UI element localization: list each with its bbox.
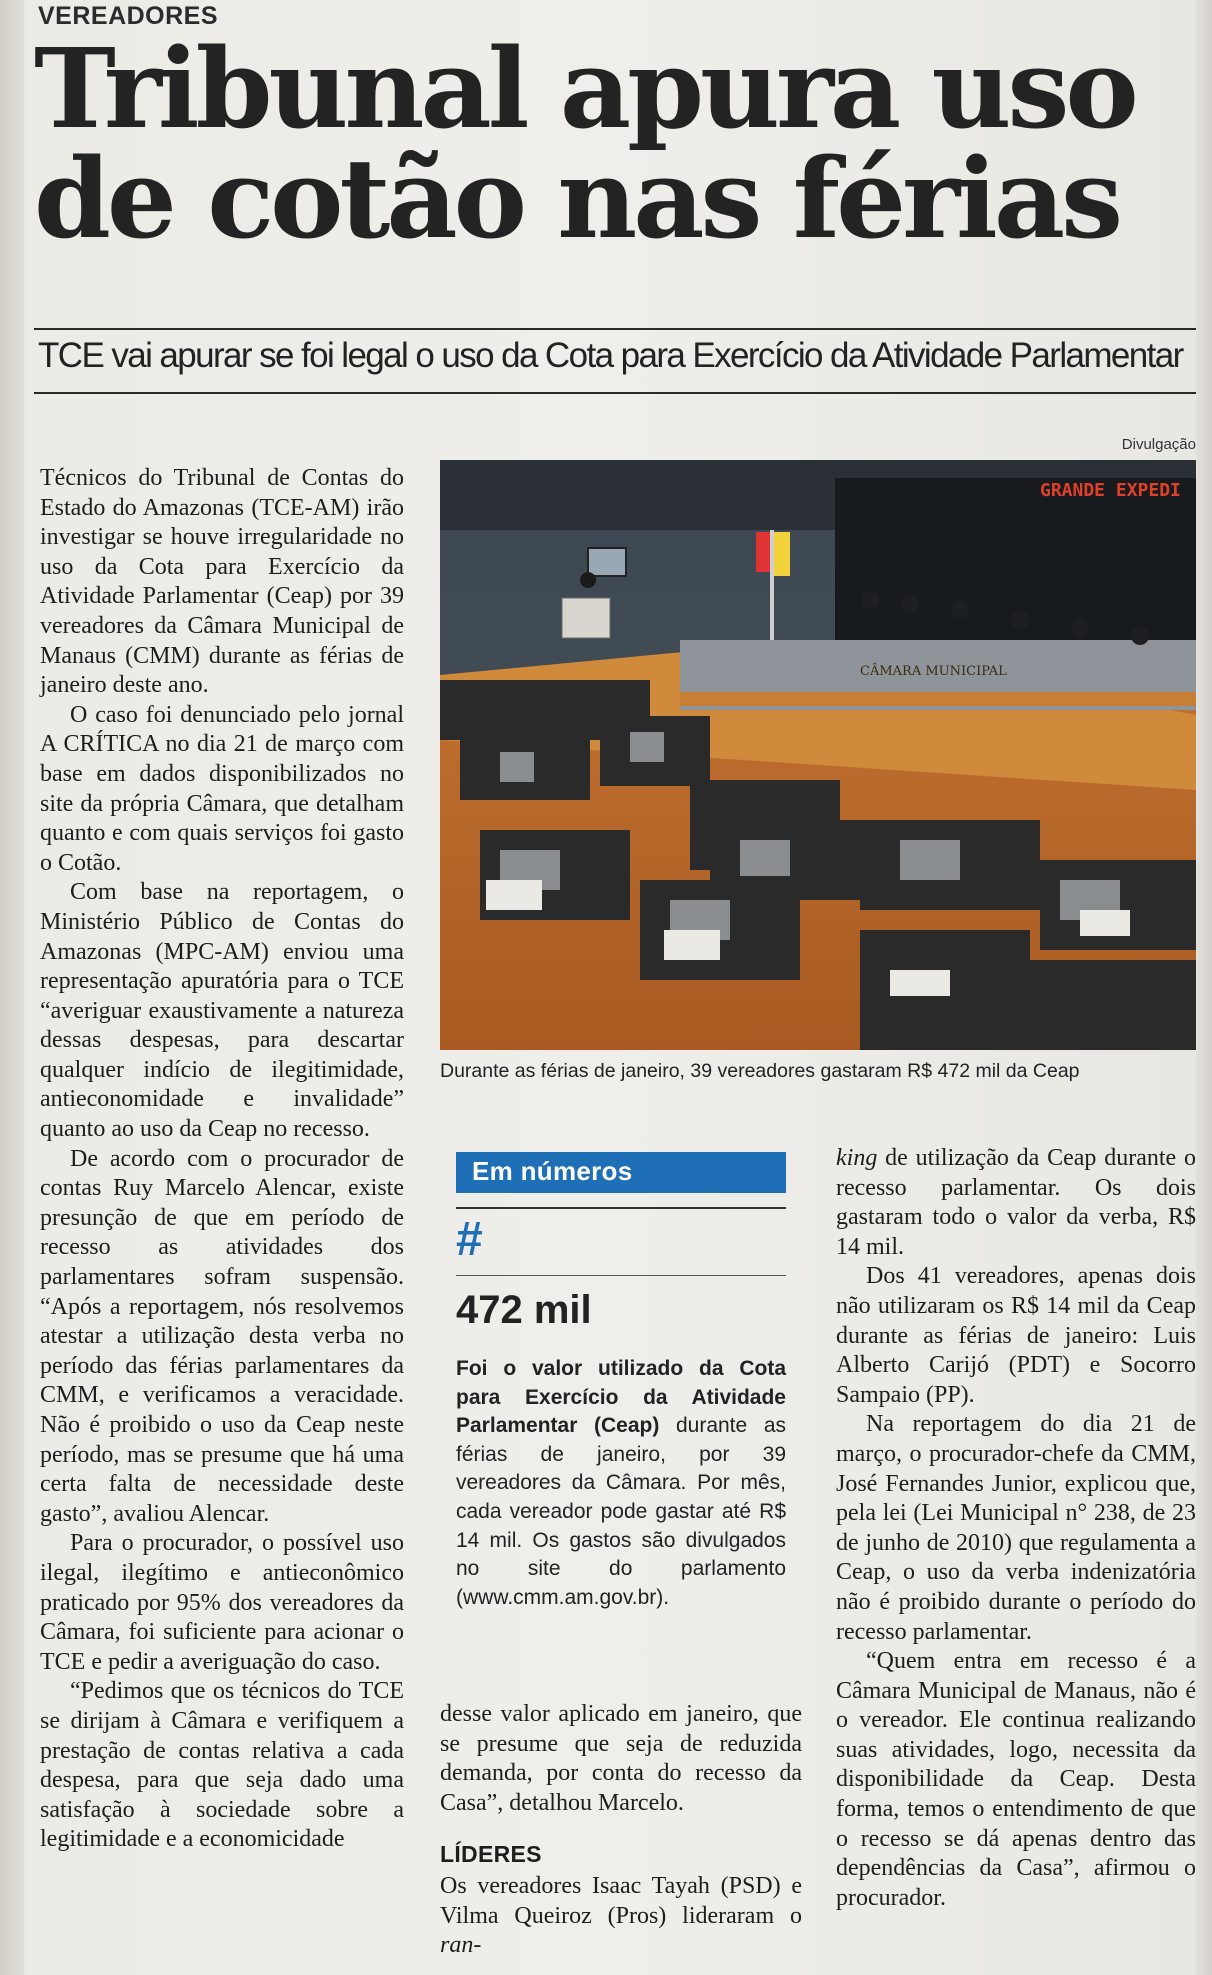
box-divider [456,1207,786,1209]
hash-icon: # [456,1213,483,1266]
numbers-box-text-rest: durante as férias de janeiro, por 39 vereadores da Câmara. Por mês, cada vereador pode gastar até R$ 14 mil. Os gastos são divulgados no site do parlamento (www.cmm.am.gov.br). [456,1414,786,1609]
article-paragraph: O caso foi denunciado pelo jornal A CRÍTICA no dia 21 de março com base em dados disponibilizados no site da própria Câmara, que detalham quanto e com quais serviços foi gasto o Cotão. [40,701,404,876]
box-divider [456,1275,786,1276]
lectern [562,598,610,638]
photo-credit: Divulgação [1121,436,1196,453]
article-text-italic: king [836,1145,878,1171]
article-text: Os vereadores Isaac Tayah (PSD) e Vilma Queiroz (Pros) lideraram o [440,1872,802,1929]
article-paragraph: “Quem entra em recesso é a Câmara Municipal de Manaus, não é o vereador. Ele continua realizando suas atividades, logo, necessita da disponibilidade da Ceap. Desta forma, temos o entendimento de que o recesso se dá apenas dentro das dependências da Casa”, afirmou o procurador. [836,1648,1196,1911]
article-paragraph: desse valor aplicado em janeiro, que se presume que seja de reduzida demanda, por conta do recesso da Casa”, detalhou Marcelo. [440,1701,802,1816]
article-column-3 [836,1144,1196,1913]
article-column-2 [440,1700,802,1961]
numbers-box-text-bold: Foi o valor utilizado da Cota para Exercício da Atividade Parlamentar (Ceap) [456,1357,786,1438]
headline [34,24,1184,263]
big-number: 472 mil [456,1288,592,1332]
section-kicker: VEREADORES [38,2,219,30]
section-subhead: LÍDERES [440,1841,542,1868]
photo-caption: Durante as férias de janeiro, 39 vereadores gastaram R$ 472 mil da Ceap [440,1060,1080,1082]
article-paragraph: “Pedimos que os técnicos do TCE se dirijam à Câmara e verifiquem a prestação de contas relativa a cada despesa, para que seja dado uma satisfação à sociedade sobre a legitimidade e a economicidade [40,1678,404,1853]
article-paragraph: Para o procurador, o possível uso ilegal, ilegítimo e antieconômico praticado por 95% dos vereadores da Câmara, foi suficiente para acionar o TCE e pedir a averiguação do caso. [40,1530,404,1675]
article-paragraph: Técnicos do Tribunal de Contas do Estado do Amazonas (TCE-AM) irão investigar se houve irregularidade no uso da Cota para Exercício da Atividade Parlamentar (Ceap) por 39 vereadores da Câmara Municipal de Manaus (CMM) durante as férias de janeiro deste ano. [40,465,404,699]
numbers-box-text [456,1355,786,1612]
subhead-bottom-rule [34,392,1196,394]
adjacent-page-edge-left [0,0,24,1975]
article-paragraph: Com base na reportagem, o Ministério Público de Contas do Amazonas (MPC-AM) enviou uma representação apuratória para o TCE “averiguar exaustivamente a natureza dessas despesas, para descartar qualquer indício de ilegitimidade, antieconomidade e invalidade” quanto ao uso da Ceap no recesso. [40,879,404,1143]
article-column-1 [40,464,404,1855]
article-paragraph [836,1144,1196,1262]
photo-council-chamber [440,460,1196,1050]
article-text: de utilização da Ceap durante o recesso parlamentar. Os dois gastaram todo o valor da verba, R$ 14 mil. [836,1145,1196,1260]
article-paragraph: Dos 41 vereadores, apenas dois não utilizaram os R$ 14 mil da Ceap durante as férias de janeiro: Luis Alberto Carijó (PDT) e Socorro Sampaio (PP). [836,1263,1196,1408]
subhead-top-rule [34,328,1196,330]
chamber-illustration [440,460,1196,1050]
numbers-box-title: Em números [456,1152,786,1193]
board-text: GRANDE EXPEDI [1040,480,1181,501]
article-paragraph: Na reportagem do dia 21 de março, o procurador-chefe da CMM, José Fernandes Junior, explicou que, pela lei (Lei Municipal n° 238, de 23 de junho de 2010) que regulamenta a Ceap, o uso da verba indenizatória não é proibido durante o período do recesso parlamentar. [836,1411,1196,1645]
tv-monitor [588,548,626,576]
article-text-italic: ran- [440,1932,482,1959]
article-paragraph: De acordo com o procurador de contas Ruy Marcelo Alencar, existe presunção de que em período de recesso as atividades dos parlamentares sofram suspensão. “Após a reportagem, nós resolvemos atestar a utilização desta verba no período das férias parlamentares da CMM, e verificamos a veracidade. Não é proibido o uso da Ceap neste período, mas se presume que há uma certa falta de necessidade deste gasto”, avaliou Alencar. [40,1145,404,1527]
numbers-box [456,1152,786,1612]
subheadline: TCE vai apurar se foi legal o uso da Cota para Exercício da Atividade Parlamentar [38,336,1183,375]
headline-line-1: Tribunal apura uso [34,24,1135,153]
headline-line-2: de cotão nas férias [34,134,1120,263]
adjacent-page-edge-right [1196,0,1212,1975]
article-paragraph [440,1872,802,1961]
desk-text: CÂMARA MUNICIPAL [860,664,1007,679]
